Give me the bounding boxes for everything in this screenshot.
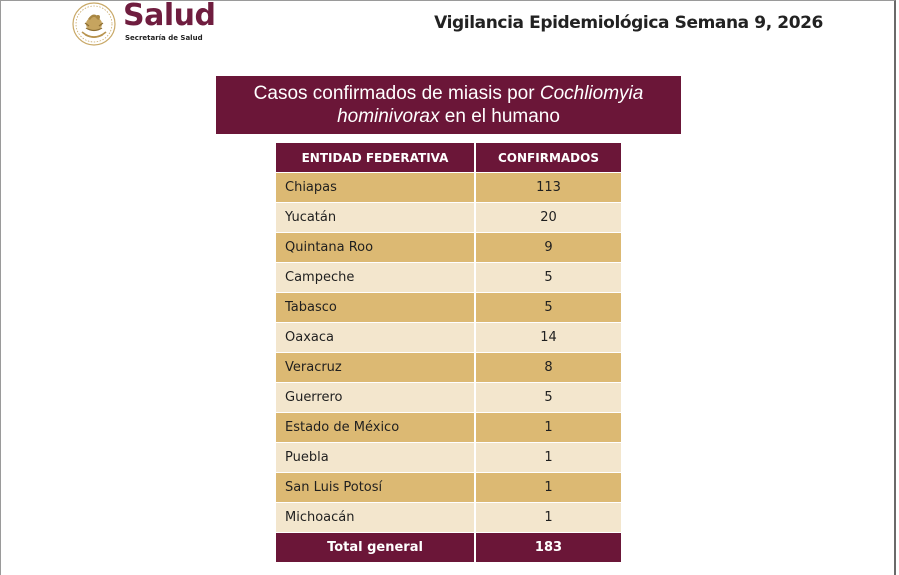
entity-cell: Chiapas xyxy=(276,173,476,202)
entity-cell: Tabasco xyxy=(276,293,476,322)
table-title-banner xyxy=(216,76,681,134)
entity-cell: Estado de México xyxy=(276,413,476,442)
table-row xyxy=(276,293,621,323)
report-title: Vigilancia Epidemiológica Semana 9, 2026 xyxy=(434,13,823,33)
table-total-row xyxy=(276,533,621,563)
total-label-cell: Total general xyxy=(276,533,476,562)
banner-genus: Cochliomyia xyxy=(539,83,644,104)
table-header-row xyxy=(276,143,621,173)
confirmed-cell: 1 xyxy=(544,480,553,495)
confirmed-cell: 20 xyxy=(540,210,557,225)
confirmed-cell: 8 xyxy=(544,360,553,375)
entity-cell: San Luis Potosí xyxy=(276,473,476,502)
banner-species: hominivorax xyxy=(337,106,440,127)
entity-cell: Oaxaca xyxy=(276,323,476,352)
brand-subtitle: Secretaría de Salud xyxy=(125,34,203,42)
entity-cell: Quintana Roo xyxy=(276,233,476,262)
table-row xyxy=(276,473,621,503)
cases-table xyxy=(276,143,621,563)
confirmed-cell: 1 xyxy=(544,420,553,435)
table-row xyxy=(276,443,621,473)
entity-cell: Yucatán xyxy=(276,203,476,232)
table-row xyxy=(276,263,621,293)
confirmed-cell: 1 xyxy=(544,450,553,465)
salud-logo xyxy=(71,2,231,46)
banner-prefix: Casos confirmados de miasis por xyxy=(253,83,540,104)
total-confirmed-cell: 183 xyxy=(534,540,563,555)
table-row xyxy=(276,233,621,263)
entity-cell: Veracruz xyxy=(276,353,476,382)
entity-cell: Puebla xyxy=(276,443,476,472)
coat-of-arms-icon xyxy=(71,2,117,46)
confirmed-cell: 5 xyxy=(544,390,553,405)
entity-cell: Michoacán xyxy=(276,503,476,532)
banner-line-2 xyxy=(216,105,681,128)
table-row xyxy=(276,203,621,233)
confirmed-cell: 113 xyxy=(536,180,561,195)
confirmed-cell: 5 xyxy=(544,300,553,315)
table-row xyxy=(276,503,621,533)
table-row xyxy=(276,173,621,203)
table-row xyxy=(276,383,621,413)
confirmed-cell: 14 xyxy=(540,330,557,345)
entity-cell: Guerrero xyxy=(276,383,476,412)
confirmed-cell: 9 xyxy=(544,240,553,255)
brand-name: Salud xyxy=(123,0,216,33)
column-header-confirmed: CONFIRMADOS xyxy=(498,150,599,165)
banner-suffix: en el humano xyxy=(439,106,560,127)
entity-cell: Campeche xyxy=(276,263,476,292)
table-row xyxy=(276,413,621,443)
column-header-entity: ENTIDAD FEDERATIVA xyxy=(276,143,476,172)
table-row xyxy=(276,323,621,353)
banner-line-1 xyxy=(216,82,681,105)
confirmed-cell: 5 xyxy=(544,270,553,285)
table-row xyxy=(276,353,621,383)
confirmed-cell: 1 xyxy=(544,510,553,525)
